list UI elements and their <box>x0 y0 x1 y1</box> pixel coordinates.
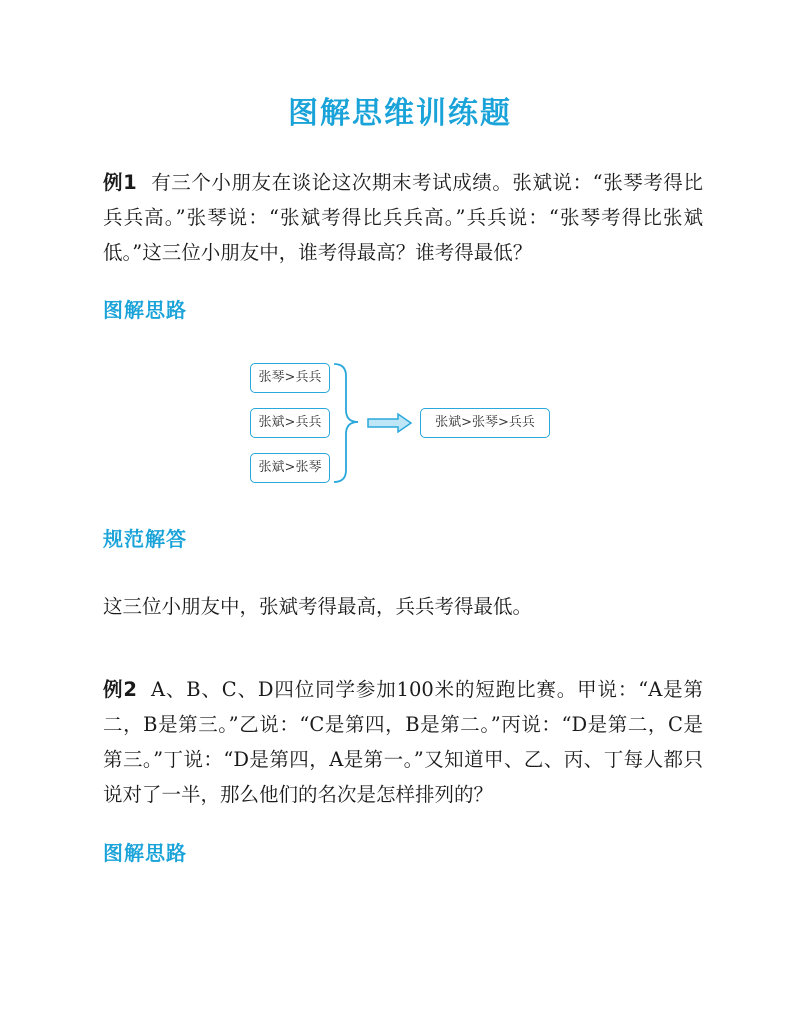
answer-paragraph: 这三位小朋友中，张斌考得最高，兵兵考得最低。 <box>103 595 533 618</box>
brace-icon <box>334 364 358 482</box>
arrow-right-icon <box>368 414 411 432</box>
section-heading-thinking-2: 图解思路 <box>103 841 187 865</box>
diagram-result-box: 张斌>张琴>兵兵 <box>420 408 550 438</box>
example-1-paragraph <box>103 165 703 270</box>
diagram-box-1: 张琴>兵兵 <box>250 363 330 393</box>
diagram-box-3: 张斌>张琴 <box>250 453 330 483</box>
example-1-label: 例1 <box>103 171 137 194</box>
example-2-paragraph <box>103 672 703 812</box>
page-title: 图解思维训练题 <box>288 96 512 131</box>
diagram-box-2: 张斌>兵兵 <box>250 408 330 438</box>
example-2-text: A、B、C、D四位同学参加100米的短跑比赛。甲说：“A是第二，B是第三。”乙说：“C是第四，B是第二。”丙说：“D是第二，C是第三。”丁说：“D是第四，A是第一。”又知道甲、乙、丙、丁每人都只说对了一半，那么他们的名次是怎样排列的？ <box>103 678 703 806</box>
reasoning-diagram <box>246 358 556 490</box>
section-heading-thinking-1: 图解思路 <box>103 298 187 322</box>
section-heading-answer: 规范解答 <box>103 527 187 551</box>
example-2-label: 例2 <box>103 678 137 701</box>
example-1-text: 有三个小朋友在谈论这次期末考试成绩。张斌说：“张琴考得比兵兵高。”张琴说：“张斌考得比兵兵高。”兵兵说：“张琴考得比张斌低。”这三位小朋友中，谁考得最高？谁考得最低？ <box>103 171 703 264</box>
